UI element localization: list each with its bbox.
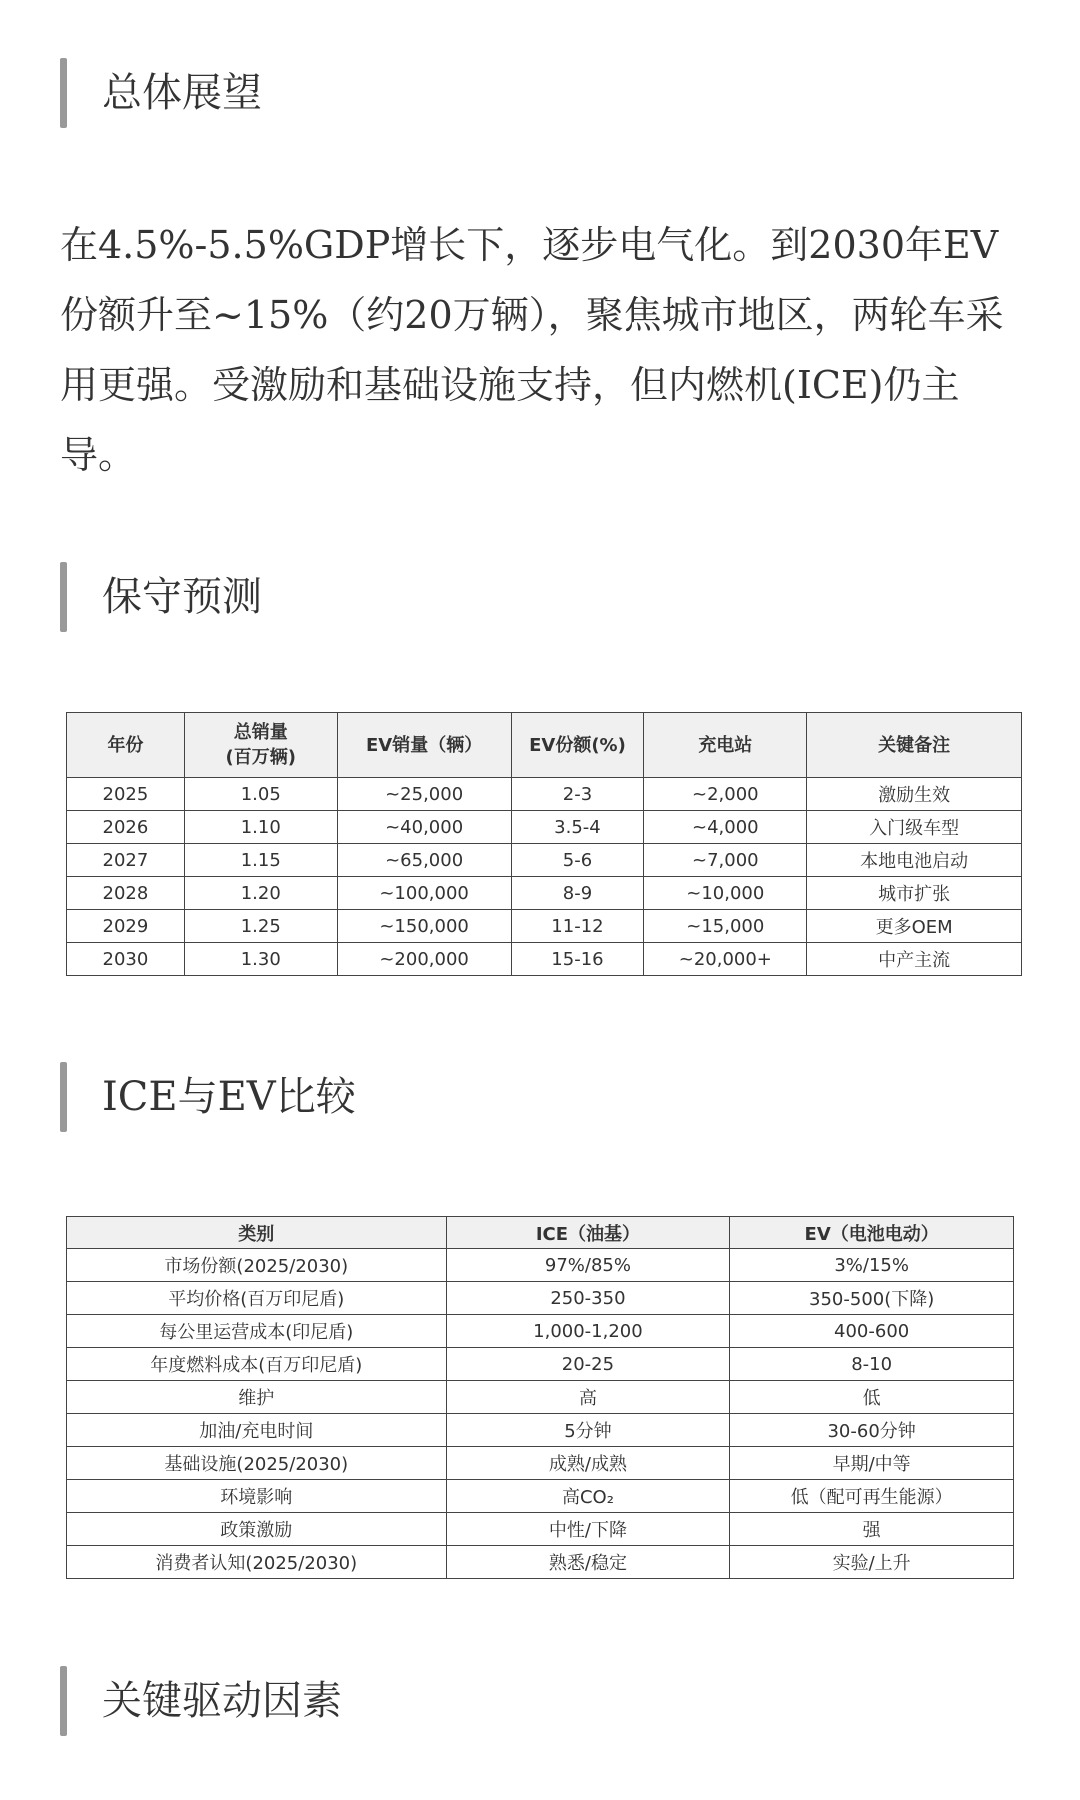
table-cell: 3.5-4 xyxy=(511,811,644,844)
table-cell: 市场份额(2025/2030) xyxy=(67,1249,447,1282)
table-cell: ~10,000 xyxy=(644,877,807,910)
header-category: 类别 xyxy=(67,1217,447,1249)
table-cell: 5分钟 xyxy=(446,1414,730,1447)
table-header-row xyxy=(67,713,1022,778)
table-row xyxy=(67,1480,1014,1513)
table-cell: 2026 xyxy=(67,811,185,844)
table-cell: 平均价格(百万印尼盾) xyxy=(67,1282,447,1315)
table-cell: 年度燃料成本(百万印尼盾) xyxy=(67,1348,447,1381)
table-row xyxy=(67,1249,1014,1282)
table-cell: 1.15 xyxy=(184,844,337,877)
table-cell: 实验/上升 xyxy=(730,1546,1014,1579)
forecast-table xyxy=(66,712,1022,976)
table-cell: ~7,000 xyxy=(644,844,807,877)
table-cell: 2029 xyxy=(67,910,185,943)
table-cell: ~65,000 xyxy=(337,844,511,877)
table-cell: ~4,000 xyxy=(644,811,807,844)
table-row xyxy=(67,1381,1014,1414)
table-cell: ~100,000 xyxy=(337,877,511,910)
section-heading-drivers xyxy=(60,1666,960,1736)
outlook-paragraph: 在4.5%-5.5%GDP增长下，逐步电气化。到2030年EV份额升至~15%（约20万辆），聚焦城市地区，两轮车采用更强。受激励和基础设施支持，但内燃机(ICE)仍主导。 xyxy=(60,223,1004,477)
table-cell: 2027 xyxy=(67,844,185,877)
table-cell: 熟悉/稳定 xyxy=(446,1546,730,1579)
table-cell: 1.30 xyxy=(184,943,337,976)
table-cell: 1.20 xyxy=(184,877,337,910)
table-cell: ~2,000 xyxy=(644,778,807,811)
table-cell: 97%/85% xyxy=(446,1249,730,1282)
table-cell: 2-3 xyxy=(511,778,644,811)
table-cell: 每公里运营成本(印尼盾) xyxy=(67,1315,447,1348)
table-cell: 30-60分钟 xyxy=(730,1414,1014,1447)
section-title: 总体展望 xyxy=(102,70,262,116)
table-row xyxy=(67,877,1022,910)
header-key-notes: 关键备注 xyxy=(807,713,1022,778)
table-cell: 20-25 xyxy=(446,1348,730,1381)
heading-bar xyxy=(60,1062,67,1132)
table-row xyxy=(67,1315,1014,1348)
header-ev-sales: EV销量（辆） xyxy=(337,713,511,778)
table-cell: 更多OEM xyxy=(807,910,1022,943)
section-heading-conservative xyxy=(60,562,960,632)
table-row xyxy=(67,1546,1014,1579)
table-row xyxy=(67,943,1022,976)
table-header-row xyxy=(67,1217,1014,1249)
table-cell: 8-9 xyxy=(511,877,644,910)
ice-ev-comparison-table xyxy=(66,1216,1014,1579)
header-ev-share: EV份额(%) xyxy=(511,713,644,778)
table-row xyxy=(67,778,1022,811)
table-cell: 基础设施(2025/2030) xyxy=(67,1447,447,1480)
heading-bar xyxy=(60,1666,67,1736)
table-cell: ~15,000 xyxy=(644,910,807,943)
section-title: 保守预测 xyxy=(102,574,262,620)
table-cell: 1.05 xyxy=(184,778,337,811)
table-cell: 早期/中等 xyxy=(730,1447,1014,1480)
section-heading-comparison xyxy=(60,1062,960,1132)
heading-bar xyxy=(60,58,67,128)
table-cell: 强 xyxy=(730,1513,1014,1546)
table-cell: 入门级车型 xyxy=(807,811,1022,844)
table-cell: 环境影响 xyxy=(67,1480,447,1513)
table-cell: 2025 xyxy=(67,778,185,811)
table-cell: 激励生效 xyxy=(807,778,1022,811)
table-cell: 3%/15% xyxy=(730,1249,1014,1282)
table-cell: 中性/下降 xyxy=(446,1513,730,1546)
table-row xyxy=(67,1513,1014,1546)
table-cell: 1.10 xyxy=(184,811,337,844)
table-row xyxy=(67,811,1022,844)
table-cell: ~40,000 xyxy=(337,811,511,844)
table-cell: 250-350 xyxy=(446,1282,730,1315)
table-cell: 1,000-1,200 xyxy=(446,1315,730,1348)
table-row xyxy=(67,1348,1014,1381)
table-cell: 8-10 xyxy=(730,1348,1014,1381)
table-cell: ~200,000 xyxy=(337,943,511,976)
table-cell: 350-500(下降) xyxy=(730,1282,1014,1315)
table-cell: 加油/充电时间 xyxy=(67,1414,447,1447)
header-ice: ICE（油基） xyxy=(446,1217,730,1249)
section-heading-outlook xyxy=(60,58,960,128)
table-cell: ~20,000+ xyxy=(644,943,807,976)
table-cell: 1.25 xyxy=(184,910,337,943)
table-cell: 低（配可再生能源） xyxy=(730,1480,1014,1513)
table-cell: 低 xyxy=(730,1381,1014,1414)
table-cell: 400-600 xyxy=(730,1315,1014,1348)
table-cell: 维护 xyxy=(67,1381,447,1414)
header-ev: EV（电池电动） xyxy=(730,1217,1014,1249)
section-title: 关键驱动因素 xyxy=(102,1678,342,1724)
table-cell: 政策激励 xyxy=(67,1513,447,1546)
table-row xyxy=(67,910,1022,943)
table-row xyxy=(67,1282,1014,1315)
table-cell: 11-12 xyxy=(511,910,644,943)
table-cell: 2030 xyxy=(67,943,185,976)
header-total-sales: 总销量 (百万辆) xyxy=(184,713,337,778)
header-charging-stations: 充电站 xyxy=(644,713,807,778)
table-cell: 成熟/成熟 xyxy=(446,1447,730,1480)
table-cell: 5-6 xyxy=(511,844,644,877)
header-year: 年份 xyxy=(67,713,185,778)
section-title: ICE与EV比较 xyxy=(102,1074,356,1120)
table-cell: 消费者认知(2025/2030) xyxy=(67,1546,447,1579)
heading-bar xyxy=(60,562,67,632)
table-cell: 本地电池启动 xyxy=(807,844,1022,877)
table-cell: 城市扩张 xyxy=(807,877,1022,910)
table-cell: 中产主流 xyxy=(807,943,1022,976)
table-cell: ~25,000 xyxy=(337,778,511,811)
table-row xyxy=(67,844,1022,877)
table-cell: 高CO₂ xyxy=(446,1480,730,1513)
table-cell: 2028 xyxy=(67,877,185,910)
table-row xyxy=(67,1447,1014,1480)
table-cell: ~150,000 xyxy=(337,910,511,943)
table-cell: 15-16 xyxy=(511,943,644,976)
table-cell: 高 xyxy=(446,1381,730,1414)
table-row xyxy=(67,1414,1014,1447)
